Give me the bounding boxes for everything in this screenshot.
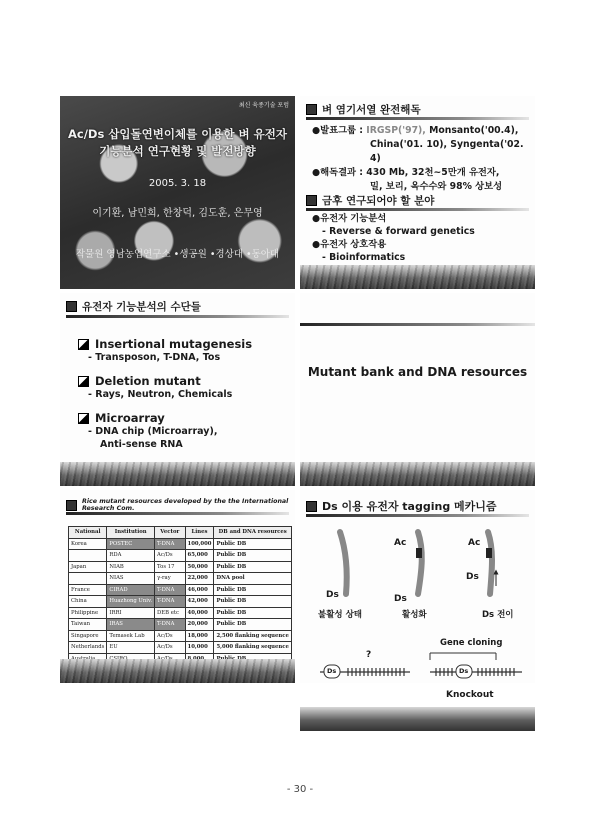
table-cell: 2,500 flanking sequence [214,630,291,642]
table-cell: Temasek Lab [107,630,155,642]
bullet-square-icon [306,195,317,206]
table-cell: 5,000 flanking sequence [214,642,291,654]
heading-text: Rice mutant resources developed by the the International Research Com. [82,498,289,512]
future-research-list [312,212,475,264]
table-cell: Public DB [214,607,291,619]
slide-organizations: 작물원 영남농업연구소 •생공원 •경상대 •동아대 [75,249,280,260]
table-cell: 40,000 [185,607,214,619]
table-cell [69,573,107,585]
announce-monsanto: Monsanto('00.4), [429,125,519,136]
table-cell [69,550,107,562]
table-row [69,573,292,585]
table-cell: T-DNA [155,538,185,550]
section-heading [66,299,201,314]
item-title: Insertional mutagenesis [95,337,253,351]
rice-field-image [60,462,295,486]
table-cell: 50,000 [185,561,214,573]
result-line2: 밀, 보리, 옥수수와 98% 상보성 [370,181,503,192]
table-cell: France [69,584,107,596]
knockout-label: Knockout [446,690,494,700]
slide-title [64,126,291,160]
mutant-bank-slide [300,293,535,486]
question-mark: ? [366,650,372,660]
table-row [69,630,292,642]
slide-title-line1: Ac/Ds 삽입돌연변이체를 이용한 벼 유전자 [68,127,287,141]
chromosome-strand-1 [340,532,347,594]
chromosome-strand-3 [488,532,492,594]
result-label: ●해독결과 : [312,167,363,178]
table-cell: 100,000 [185,538,214,550]
table-cell: RDA [107,550,155,562]
item-desc: - Transposon, T-DNA, Tos [88,352,221,363]
top-bar [300,323,535,326]
heading-underline-2 [306,208,529,211]
table-row [69,584,292,596]
ds-box-label-2: Ds [459,667,469,675]
heading-text: 벼 염기서열 완전해독 [322,104,421,116]
page-number: - 30 - [286,784,314,795]
table-cell: Public DB [214,550,291,562]
state-transposition-label: Ds 전이 [482,610,514,620]
table-cell: Japan [69,561,107,573]
table-cell: NIAS [107,573,155,585]
checkbox-bullet-icon [78,339,89,350]
table-row [69,607,292,619]
bullet-square-icon [306,104,317,115]
heading-underline [66,315,289,318]
table-cell: IRRI [107,607,155,619]
table-cell: T-DNA [155,584,185,596]
state-activated-label: 활성화 [402,610,427,620]
gene-cloning-label: Gene cloning [440,638,503,648]
table-header-row [69,527,292,539]
checkbox-bullet-icon [78,413,89,424]
ds-label-3: Ds [466,572,479,582]
table-cell: IRAS [107,619,155,631]
functional-analysis-tools-slide [60,293,295,486]
item-desc: - DNA chip (Microarray), [88,426,218,437]
column-header: National [69,527,107,539]
table-cell: Huazhong Univ. [107,596,155,608]
tool-list [78,331,252,451]
table-cell: T-DNA [155,619,185,631]
announce-irgsp: IRGSP('97), [366,125,426,136]
table-cell: 18,000 [185,630,214,642]
rice-field-image [60,659,295,683]
resources-table [68,526,292,677]
slide-title-line2: 기능분석 연구현황 및 발전방향 [99,144,256,158]
table-cell: 46,000 [185,584,214,596]
table-cell: T-DNA [155,596,185,608]
title-slide [60,96,295,289]
slide-date: 2005. 3. 18 [148,178,207,189]
checkbox-bullet-icon [78,376,89,387]
item-desc: - Rays, Neutron, Chemicals [88,389,233,400]
chromosome-strand-2 [418,532,422,594]
item-title: Deletion mutant [95,374,201,388]
mutant-resources-table-slide [60,490,295,683]
table-cell: DNA pool [214,573,291,585]
table-cell: 65,000 [185,550,214,562]
list-item [78,411,252,425]
table-cell: 20,000 [185,619,214,631]
bullet-square-icon [66,500,77,511]
table-row [69,561,292,573]
item-title: Microarray [95,411,165,425]
list-item: ●유전자 기능분석 [312,213,387,224]
table-cell: Tos 17 [155,561,185,573]
table-cell: Korea [69,538,107,550]
table-cell: Taiwan [69,619,107,631]
announce-line [312,124,535,138]
table-row [69,550,292,562]
list-item-sub: - Reverse & forward genetics [322,226,475,237]
table-cell: Ac/Ds [155,630,185,642]
section-heading [66,498,295,512]
table-cell: DEB etc [155,607,185,619]
item-desc: Anti-sense RNA [100,439,183,450]
table-cell: Ac/Ds [155,550,185,562]
table-cell: Public DB [214,596,291,608]
state-inactive-label: 불활성 상태 [318,610,363,620]
column-header: DB and DNA resources [214,527,291,539]
ds-tagging-mechanism-slide [300,490,535,683]
rice-field-image [300,462,535,486]
table-cell: CIRAD [107,584,155,596]
ac-label-2: Ac [468,538,481,548]
rice-genome-slide [300,96,535,289]
bullet-square-icon [66,301,77,312]
ac-label-1: Ac [394,538,407,548]
table-cell: Public DB [214,538,291,550]
table-cell: Philippine [69,607,107,619]
table-cell: 22,000 [185,573,214,585]
table-cell: EU [107,642,155,654]
list-item-sub: - Bioinformatics [322,252,406,263]
forum-tag: 최신 육종기술 포럼 [238,102,289,109]
table-cell: Netherlands [69,642,107,654]
list-item [78,337,252,351]
table-cell: China [69,596,107,608]
table-cell: Public DB [214,619,291,631]
table-cell: Public DB [214,561,291,573]
slide-authors: 이기환, 남민희, 한창덕, 김도훈, 은무영 [92,208,263,219]
genome-facts [312,124,535,194]
heading-text-2: 금후 연구되어야 할 분야 [322,195,435,207]
heading-text: 유전자 기능분석의 수단들 [82,301,201,313]
table-row [69,642,292,654]
announce-label: ●발표그룹 : [312,125,363,136]
ds-label-1: Ds [326,590,339,600]
list-item: ●유전자 상호작용 [312,239,387,250]
table-cell: Ac/Ds [155,642,185,654]
list-item [78,374,252,388]
section-heading [306,102,421,117]
table-cell: Singapore [69,630,107,642]
mechanism-diagram [300,490,535,683]
table-cell: 10,000 [185,642,214,654]
rice-field-image [300,265,535,289]
ds-box-label-1: Ds [327,667,337,675]
ac-marker-2 [416,548,422,558]
column-header: Lines [185,527,214,539]
section-heading-2 [306,193,434,208]
announce-line2: China('01. 10), Syngenta('02. 4) [370,139,524,164]
ds-label-2: Ds [394,594,407,604]
table-cell: Public DB [214,584,291,596]
column-header: Vector [155,527,185,539]
table-row [69,538,292,550]
table-cell: 42,000 [185,596,214,608]
column-header: Institution [107,527,155,539]
table-row [69,596,292,608]
table-cell: NIAB [107,561,155,573]
heading-underline [306,117,529,120]
gene-ticks-1 [348,668,404,676]
heading-text: Ds 이용 유전자 tagging 메카니즘 [322,500,497,513]
rice-field-image [300,707,535,731]
result-value: 430 Mb, 32천~5만개 유전자, [366,167,500,178]
result-line [312,166,535,180]
slide-title: Mutant bank and DNA resources [307,365,528,379]
table-row [69,619,292,631]
heading-underline [66,512,289,515]
ac-marker-3 [486,548,492,558]
table-cell: γ-ray [155,573,185,585]
table-cell: POSTEC [107,538,155,550]
